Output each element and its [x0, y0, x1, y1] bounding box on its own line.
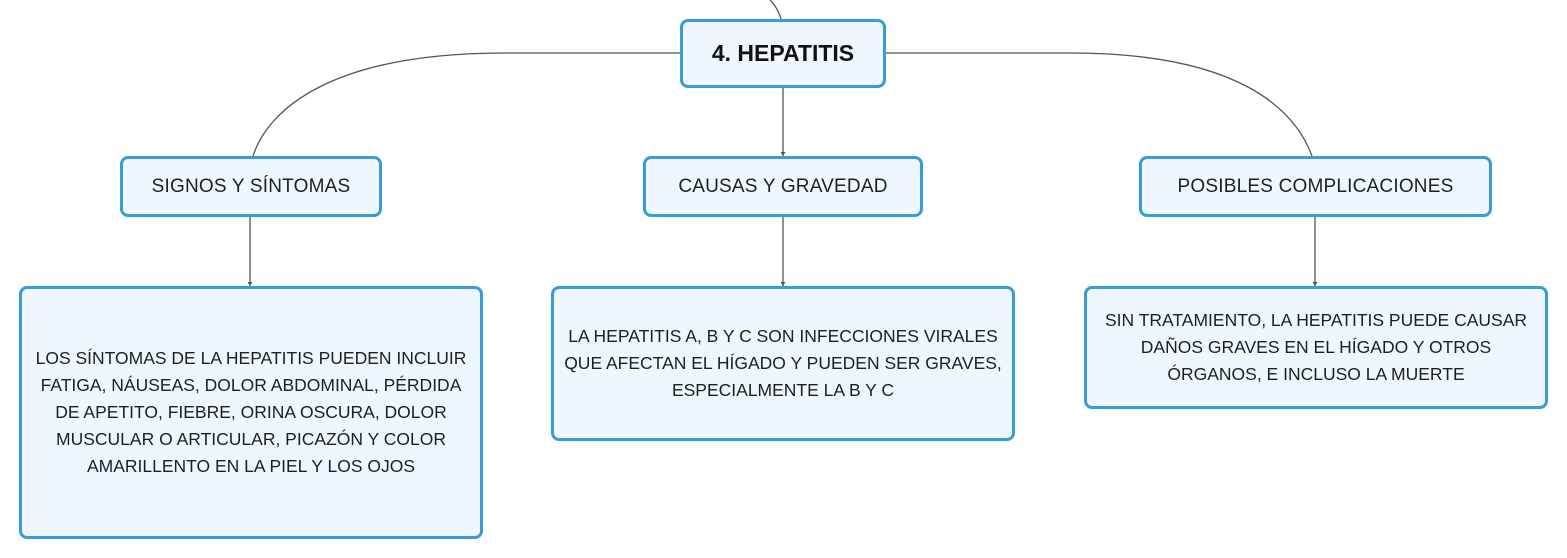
detail-text: LOS SÍNTOMAS DE LA HEPATITIS PUEDEN INCLUIR FATIGA, NÁUSEAS, DOLOR ABDOMINAL, PÉRDIDA DE APETITO, FIEBRE, ORINA OSCURA, DOLOR MUSCULAR O ARTICULAR, PICAZÓN Y COLOR AMARILLENTO EN LA PIEL Y LOS OJOS	[35, 348, 467, 476]
topic-label: POSIBLES COMPLICACIONES	[1177, 175, 1454, 197]
connector-root-to-complicaciones	[886, 53, 1312, 156]
topic-label: SIGNOS Y SÍNTOMAS	[151, 175, 351, 197]
detail-text: LA HEPATITIS A, B Y C SON INFECCIONES VIRALES QUE AFECTAN EL HÍGADO Y PUEDEN SER GRAVES, ESPECIALMENTE LA B Y C	[564, 326, 1002, 400]
connector-root-to-signos	[253, 53, 680, 156]
root-node[interactable]	[680, 19, 886, 88]
detail-node-signos-y-sintomas[interactable]	[19, 286, 483, 539]
detail-node-posibles-complicaciones[interactable]	[1084, 286, 1548, 409]
detail-node-causas-y-gravedad[interactable]	[551, 286, 1015, 441]
topic-node-posibles-complicaciones[interactable]	[1139, 156, 1492, 217]
root-label: 4. HEPATITIS	[711, 40, 855, 66]
topic-label: CAUSAS Y GRAVEDAD	[678, 175, 888, 197]
topic-node-signos-y-sintomas[interactable]	[120, 156, 382, 217]
detail-text: SIN TRATAMIENTO, LA HEPATITIS PUEDE CAUSAR DAÑOS GRAVES EN EL HÍGADO Y OTROS ÓRGANOS, E INCLUSO LA MUERTE	[1104, 310, 1528, 384]
topic-node-causas-y-gravedad[interactable]	[643, 156, 923, 217]
connector-from-parent	[770, 0, 781, 19]
